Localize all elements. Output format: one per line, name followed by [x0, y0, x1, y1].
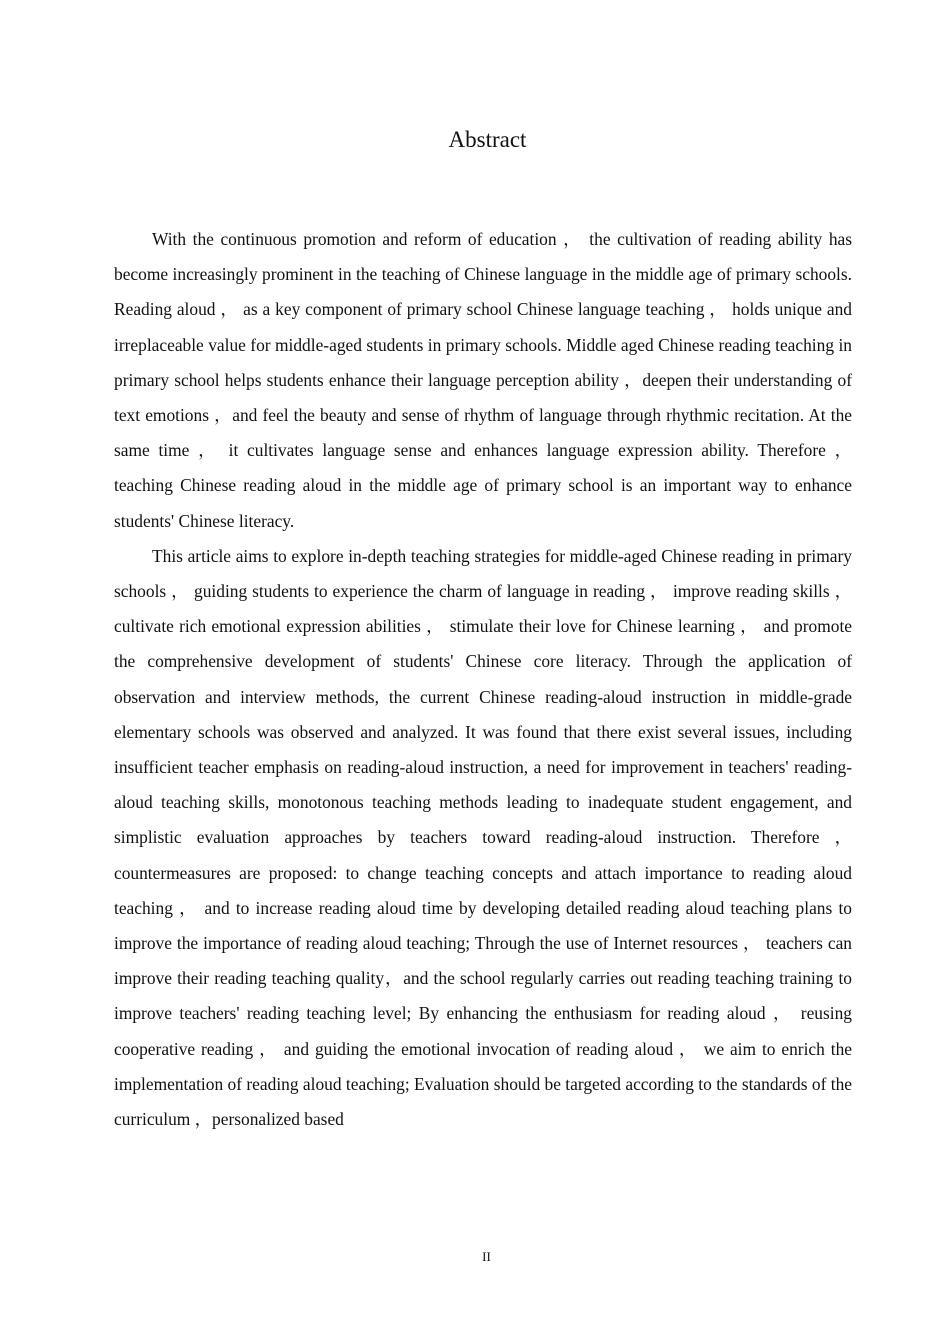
abstract-body: [114, 222, 852, 1137]
abstract-paragraph: This article aims to explore in-depth teaching strategies for middle-aged Chinese reading in primary schools ， guiding students to experience the charm of language in reading ， improve reading skills ， cultivate rich emotional expression abilities ， stimulate their love for Chinese learning ， and promote the comprehensive development of students' Chinese core literacy. Through the application of observation and interview methods, the current Chinese reading-aloud instruction in middle-grade elementary schools was observed and analyzed. It was found that there exist several issues, including insufficient teacher emphasis on reading-aloud instruction, a need for improvement in teachers' reading-aloud teaching skills, monotonous teaching methods leading to inadequate student engagement, and simplistic evaluation approaches by teachers toward reading-aloud instruction. Therefore ， countermeasures are proposed: to change teaching concepts and attach importance to reading aloud teaching ， and to increase reading aloud time by developing detailed reading aloud teaching plans to improve the importance of reading aloud teaching; Through the use of Internet resources ， teachers can improve their reading teaching quality，and the school regularly carries out reading teaching training to improve teachers' reading teaching level; By enhancing the enthusiasm for reading aloud ， reusing cooperative reading ， and guiding the emotional invocation of reading aloud ， we aim to enrich the implementation of reading aloud teaching; Evaluation should be targeted according to the standards of the curriculum ，personalized based: [114, 545, 852, 1130]
abstract-paragraph: With the continuous promotion and reform of education ， the cultivation of reading ability has become increasingly prominent in the teaching of Chinese language in the middle age of primary schools. Reading aloud ， as a key component of primary school Chinese language teaching ， holds unique and irreplaceable value for middle-aged students in primary schools. Middle aged Chinese reading teaching in primary school helps students enhance their language perception ability ，deepen their understanding of text emotions ，and feel the beauty and sense of rhythm of language through rhythmic recitation. At the same time ， it cultivates language sense and enhances language expression ability. Therefore ， teaching Chinese reading aloud in the middle age of primary school is an important way to enhance students' Chinese literacy.: [114, 229, 852, 531]
page-title: Abstract: [448, 127, 527, 152]
page-number: II: [482, 1249, 491, 1264]
